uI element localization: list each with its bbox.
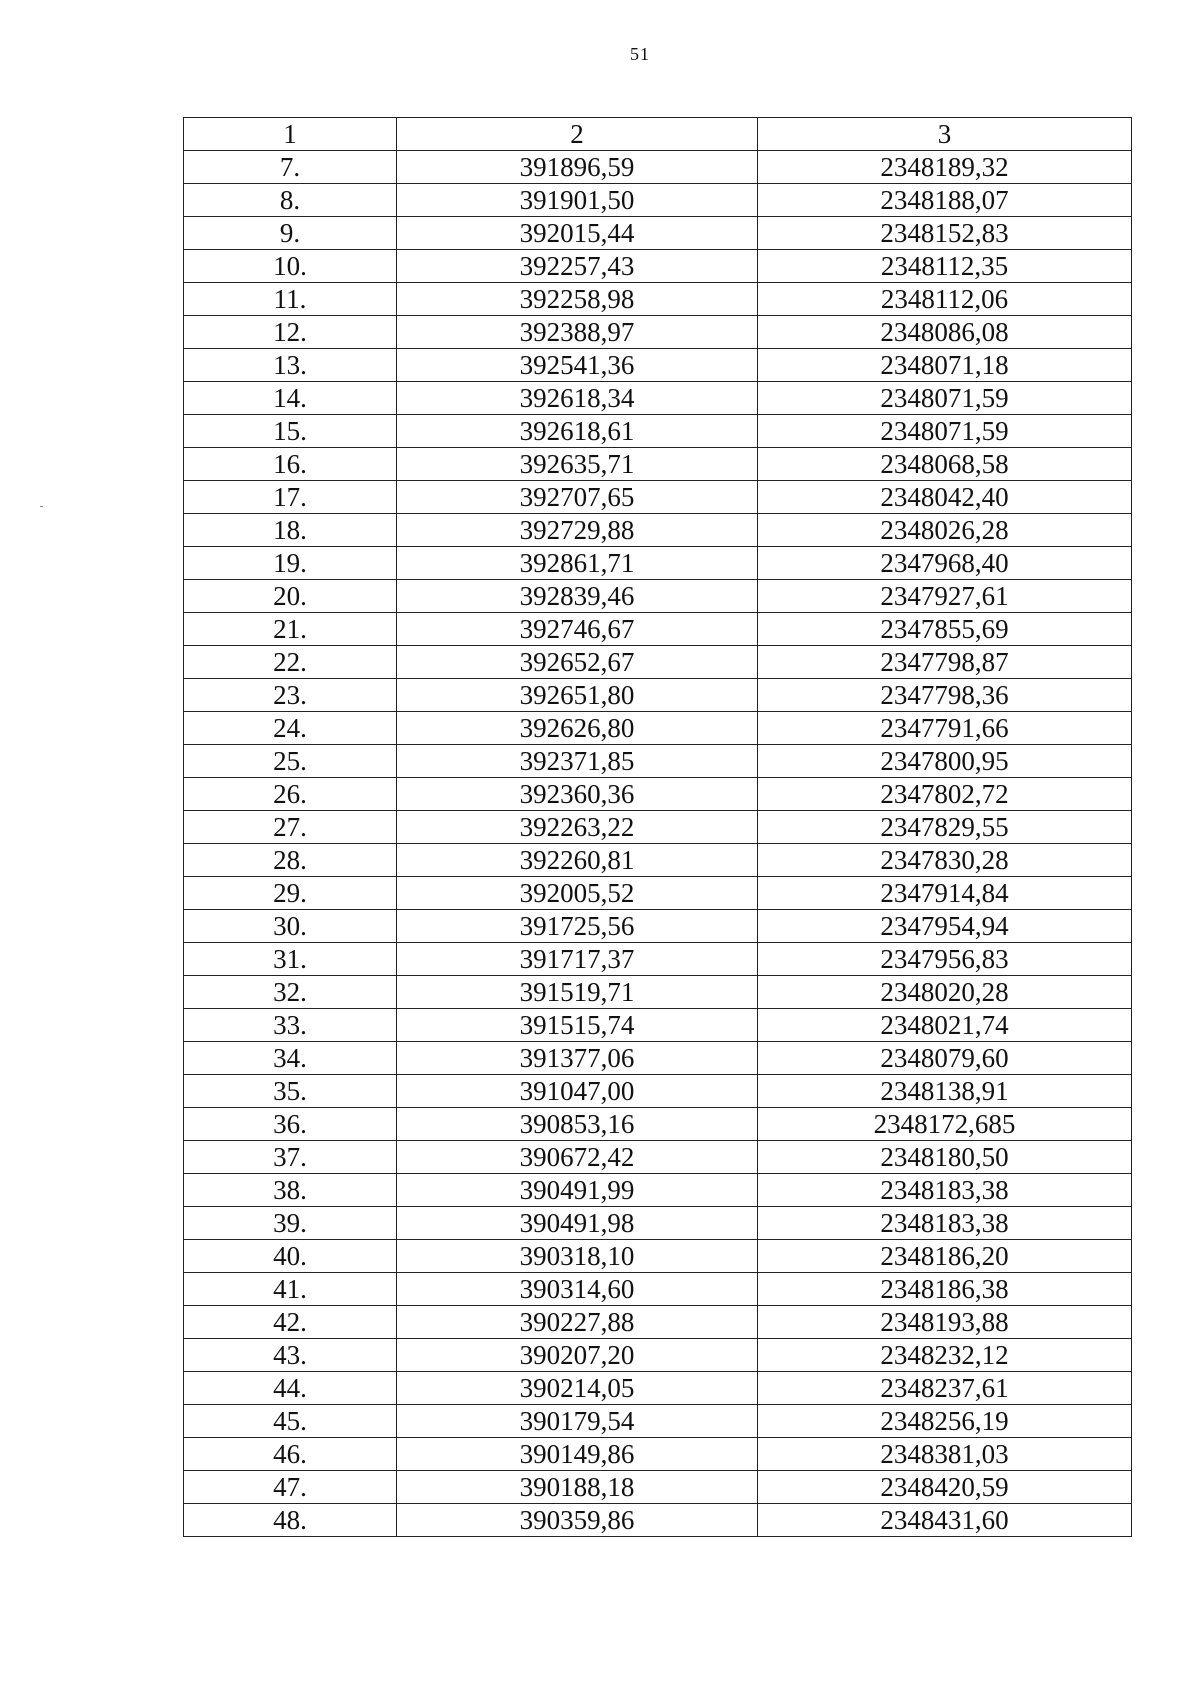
x-coordinate-cell: 390179,54	[397, 1405, 758, 1438]
x-coordinate-cell: 392839,46	[397, 580, 758, 613]
point-number-cell: 7.	[184, 151, 397, 184]
point-number-cell: 38.	[184, 1174, 397, 1207]
point-number-cell: 46.	[184, 1438, 397, 1471]
header-cell-2: 2	[397, 118, 758, 151]
table-row	[184, 415, 1132, 448]
point-number-cell: 20.	[184, 580, 397, 613]
y-coordinate-cell: 2348183,38	[758, 1174, 1132, 1207]
y-coordinate-cell: 2348068,58	[758, 448, 1132, 481]
y-coordinate-cell: 2348042,40	[758, 481, 1132, 514]
point-number-cell: 37.	[184, 1141, 397, 1174]
x-coordinate-cell: 392263,22	[397, 811, 758, 844]
y-coordinate-cell: 2347956,83	[758, 943, 1132, 976]
x-coordinate-cell: 392652,67	[397, 646, 758, 679]
table-row	[184, 217, 1132, 250]
table-row	[184, 316, 1132, 349]
table-row	[184, 1306, 1132, 1339]
point-number-cell: 22.	[184, 646, 397, 679]
table-row	[184, 1504, 1132, 1537]
point-number-cell: 39.	[184, 1207, 397, 1240]
point-number-cell: 8.	[184, 184, 397, 217]
y-coordinate-cell: 2348152,83	[758, 217, 1132, 250]
x-coordinate-cell: 392746,67	[397, 613, 758, 646]
table-row	[184, 1174, 1132, 1207]
table-row	[184, 679, 1132, 712]
x-coordinate-cell: 391377,06	[397, 1042, 758, 1075]
x-coordinate-cell: 390491,98	[397, 1207, 758, 1240]
y-coordinate-cell: 2348138,91	[758, 1075, 1132, 1108]
x-coordinate-cell: 390207,20	[397, 1339, 758, 1372]
header-row	[184, 118, 1132, 151]
point-number-cell: 16.	[184, 448, 397, 481]
point-number-cell: 41.	[184, 1273, 397, 1306]
y-coordinate-cell: 2347791,66	[758, 712, 1132, 745]
point-number-cell: 48.	[184, 1504, 397, 1537]
point-number-cell: 18.	[184, 514, 397, 547]
y-coordinate-cell: 2348186,38	[758, 1273, 1132, 1306]
y-coordinate-cell: 2348071,18	[758, 349, 1132, 382]
y-coordinate-cell: 2348172,685	[758, 1108, 1132, 1141]
table-row	[184, 1471, 1132, 1504]
y-coordinate-cell: 2348256,19	[758, 1405, 1132, 1438]
point-number-cell: 26.	[184, 778, 397, 811]
table-row	[184, 1009, 1132, 1042]
point-number-cell: 47.	[184, 1471, 397, 1504]
y-coordinate-cell: 2347954,94	[758, 910, 1132, 943]
table-row	[184, 1207, 1132, 1240]
y-coordinate-cell: 2348071,59	[758, 415, 1132, 448]
y-coordinate-cell: 2348071,59	[758, 382, 1132, 415]
header-cell-1: 1	[184, 118, 397, 151]
y-coordinate-cell: 2348420,59	[758, 1471, 1132, 1504]
x-coordinate-cell: 390227,88	[397, 1306, 758, 1339]
y-coordinate-cell: 2347914,84	[758, 877, 1132, 910]
y-coordinate-cell: 2347855,69	[758, 613, 1132, 646]
table-row	[184, 976, 1132, 1009]
y-coordinate-cell: 2348180,50	[758, 1141, 1132, 1174]
x-coordinate-cell: 391725,56	[397, 910, 758, 943]
point-number-cell: 33.	[184, 1009, 397, 1042]
x-coordinate-cell: 392371,85	[397, 745, 758, 778]
table-row	[184, 547, 1132, 580]
x-coordinate-cell: 392015,44	[397, 217, 758, 250]
y-coordinate-cell: 2348021,74	[758, 1009, 1132, 1042]
x-coordinate-cell: 392618,61	[397, 415, 758, 448]
point-number-cell: 45.	[184, 1405, 397, 1438]
point-number-cell: 14.	[184, 382, 397, 415]
x-coordinate-cell: 392360,36	[397, 778, 758, 811]
point-number-cell: 10.	[184, 250, 397, 283]
y-coordinate-cell: 2347798,87	[758, 646, 1132, 679]
table-row	[184, 184, 1132, 217]
y-coordinate-cell: 2348193,88	[758, 1306, 1132, 1339]
table-row	[184, 1240, 1132, 1273]
x-coordinate-cell: 390214,05	[397, 1372, 758, 1405]
table-row	[184, 844, 1132, 877]
x-coordinate-cell: 390314,60	[397, 1273, 758, 1306]
point-number-cell: 29.	[184, 877, 397, 910]
point-number-cell: 30.	[184, 910, 397, 943]
point-number-cell: 24.	[184, 712, 397, 745]
x-coordinate-cell: 392651,80	[397, 679, 758, 712]
table-row	[184, 283, 1132, 316]
x-coordinate-cell: 391519,71	[397, 976, 758, 1009]
x-coordinate-cell: 391901,50	[397, 184, 758, 217]
y-coordinate-cell: 2347829,55	[758, 811, 1132, 844]
y-coordinate-cell: 2348232,12	[758, 1339, 1132, 1372]
y-coordinate-cell: 2348086,08	[758, 316, 1132, 349]
y-coordinate-cell: 2348079,60	[758, 1042, 1132, 1075]
table-row	[184, 943, 1132, 976]
y-coordinate-cell: 2348183,38	[758, 1207, 1132, 1240]
x-coordinate-cell: 390491,99	[397, 1174, 758, 1207]
table-row	[184, 1108, 1132, 1141]
x-coordinate-cell: 392258,98	[397, 283, 758, 316]
table-row	[184, 1042, 1132, 1075]
x-coordinate-cell: 392626,80	[397, 712, 758, 745]
point-number-cell: 40.	[184, 1240, 397, 1273]
x-coordinate-cell: 391717,37	[397, 943, 758, 976]
y-coordinate-cell: 2347968,40	[758, 547, 1132, 580]
y-coordinate-cell: 2348189,32	[758, 151, 1132, 184]
scan-speck	[40, 506, 43, 507]
point-number-cell: 34.	[184, 1042, 397, 1075]
x-coordinate-cell: 391515,74	[397, 1009, 758, 1042]
point-number-cell: 17.	[184, 481, 397, 514]
table-row	[184, 448, 1132, 481]
x-coordinate-cell: 392388,97	[397, 316, 758, 349]
table-row	[184, 1372, 1132, 1405]
point-number-cell: 12.	[184, 316, 397, 349]
point-number-cell: 31.	[184, 943, 397, 976]
point-number-cell: 32.	[184, 976, 397, 1009]
x-coordinate-cell: 392861,71	[397, 547, 758, 580]
x-coordinate-cell: 392707,65	[397, 481, 758, 514]
point-number-cell: 13.	[184, 349, 397, 382]
point-number-cell: 35.	[184, 1075, 397, 1108]
point-number-cell: 21.	[184, 613, 397, 646]
table-row	[184, 481, 1132, 514]
y-coordinate-cell: 2347802,72	[758, 778, 1132, 811]
table-row	[184, 250, 1132, 283]
y-coordinate-cell: 2348026,28	[758, 514, 1132, 547]
x-coordinate-cell: 391896,59	[397, 151, 758, 184]
point-number-cell: 28.	[184, 844, 397, 877]
x-coordinate-cell: 390359,86	[397, 1504, 758, 1537]
x-coordinate-cell: 390672,42	[397, 1141, 758, 1174]
y-coordinate-cell: 2348112,06	[758, 283, 1132, 316]
y-coordinate-cell: 2348381,03	[758, 1438, 1132, 1471]
table-header	[184, 118, 1132, 151]
x-coordinate-cell: 390853,16	[397, 1108, 758, 1141]
y-coordinate-cell: 2347798,36	[758, 679, 1132, 712]
point-number-cell: 15.	[184, 415, 397, 448]
header-cell-3: 3	[758, 118, 1132, 151]
table-row	[184, 778, 1132, 811]
point-number-cell: 23.	[184, 679, 397, 712]
x-coordinate-cell: 392257,43	[397, 250, 758, 283]
point-number-cell: 42.	[184, 1306, 397, 1339]
y-coordinate-cell: 2348112,35	[758, 250, 1132, 283]
point-number-cell: 36.	[184, 1108, 397, 1141]
point-number-cell: 25.	[184, 745, 397, 778]
table-row	[184, 877, 1132, 910]
table-row	[184, 1405, 1132, 1438]
point-number-cell: 19.	[184, 547, 397, 580]
x-coordinate-cell: 391047,00	[397, 1075, 758, 1108]
table-row	[184, 382, 1132, 415]
table-row	[184, 1339, 1132, 1372]
table-row	[184, 1438, 1132, 1471]
y-coordinate-cell: 2348020,28	[758, 976, 1132, 1009]
x-coordinate-cell: 392729,88	[397, 514, 758, 547]
table-body	[184, 151, 1132, 1537]
point-number-cell: 27.	[184, 811, 397, 844]
table-row	[184, 580, 1132, 613]
y-coordinate-cell: 2347927,61	[758, 580, 1132, 613]
y-coordinate-cell: 2348431,60	[758, 1504, 1132, 1537]
point-number-cell: 9.	[184, 217, 397, 250]
table-row	[184, 1273, 1132, 1306]
x-coordinate-cell: 390149,86	[397, 1438, 758, 1471]
table-row	[184, 745, 1132, 778]
x-coordinate-cell: 392541,36	[397, 349, 758, 382]
point-number-cell: 43.	[184, 1339, 397, 1372]
point-number-cell: 44.	[184, 1372, 397, 1405]
x-coordinate-cell: 392005,52	[397, 877, 758, 910]
x-coordinate-cell: 390318,10	[397, 1240, 758, 1273]
table-row	[184, 613, 1132, 646]
table-row	[184, 514, 1132, 547]
page-number: 51	[630, 44, 650, 64]
point-number-cell: 11.	[184, 283, 397, 316]
table-row	[184, 910, 1132, 943]
table-row	[184, 811, 1132, 844]
coordinates-table	[183, 117, 1132, 1537]
table-row	[184, 349, 1132, 382]
y-coordinate-cell: 2348237,61	[758, 1372, 1132, 1405]
x-coordinate-cell: 392618,34	[397, 382, 758, 415]
x-coordinate-cell: 390188,18	[397, 1471, 758, 1504]
y-coordinate-cell: 2348186,20	[758, 1240, 1132, 1273]
table-row	[184, 646, 1132, 679]
table-row	[184, 1075, 1132, 1108]
y-coordinate-cell: 2347800,95	[758, 745, 1132, 778]
table-row	[184, 712, 1132, 745]
y-coordinate-cell: 2348188,07	[758, 184, 1132, 217]
x-coordinate-cell: 392260,81	[397, 844, 758, 877]
y-coordinate-cell: 2347830,28	[758, 844, 1132, 877]
table-row	[184, 151, 1132, 184]
x-coordinate-cell: 392635,71	[397, 448, 758, 481]
table-row	[184, 1141, 1132, 1174]
